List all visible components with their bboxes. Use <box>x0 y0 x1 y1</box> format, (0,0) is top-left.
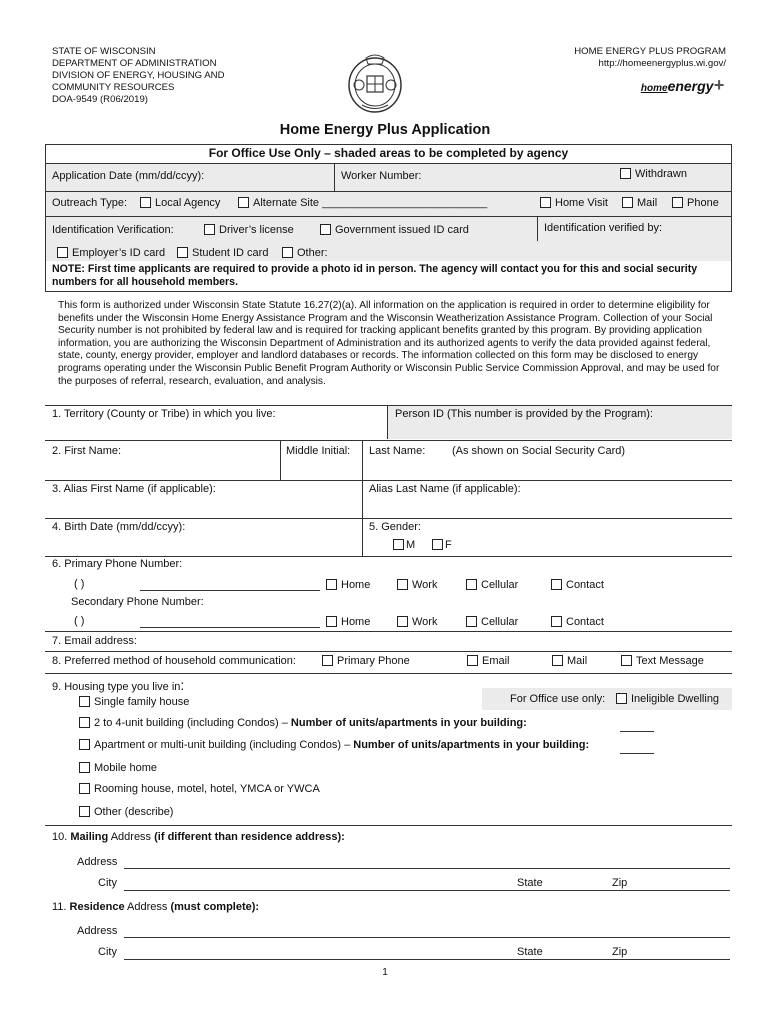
residence-address-label: Address <box>77 925 118 937</box>
rooming-house-checkbox[interactable] <box>79 783 320 795</box>
primary-contact-label: Contact <box>566 579 604 591</box>
gender-female-checkbox[interactable] <box>432 539 452 551</box>
mobile-home-box[interactable] <box>79 762 90 773</box>
single-family-box[interactable] <box>79 696 90 707</box>
housing-type-colon: : <box>180 677 185 693</box>
employer-id-checkbox[interactable] <box>57 247 165 259</box>
government-id-box[interactable] <box>320 224 331 235</box>
mobile-home-checkbox[interactable] <box>79 762 157 774</box>
primary-cellular-box[interactable] <box>466 579 477 590</box>
header-line: DOA-9549 (R06/2019) <box>52 94 148 105</box>
home-energy-logo <box>641 75 724 96</box>
comm-text-box[interactable] <box>621 655 632 666</box>
mail-box[interactable] <box>622 197 633 208</box>
secondary-home-checkbox[interactable] <box>326 616 370 628</box>
secondary-work-checkbox[interactable] <box>397 616 437 628</box>
primary-contact-box[interactable] <box>551 579 562 590</box>
other-housing-label: Other (describe) <box>94 806 174 818</box>
phone-box[interactable] <box>672 197 683 208</box>
rooming-house-label: Rooming house, motel, hotel, YMCA or YWCA <box>94 783 320 795</box>
secondary-work-label: Work <box>412 616 438 628</box>
ineligible-dwelling-box[interactable] <box>616 693 627 704</box>
primary-cellular-checkbox[interactable] <box>466 579 518 591</box>
authorization-paragraph: This form is authorized under Wisconsin State Statute 16.27(2)(a). All information on the application is required in order to determine eligibility for benefits under the Wisconsin Home Energy Assistance Program and the Wisconsin Weatherization Assistance Program. Collection of your Social Security number is not prohibited by federal law and is required for tracking applicant benefits granted by this program. By providing application information, you are authorizing the Wisconsin Department of Administration and its authorized agents to verify the data provided against federal, state, county, energy provider, employer and landlord databases or records. The information collected on this form may be disclosed to energy programs operating under the Wisconsin Public Benefit Program Authority or Wisconsin Public Service Commission Approval, and may be used for the purposes of referral, research, evaluation, and analysis. <box>58 300 720 387</box>
gender-female-label: F <box>445 539 452 551</box>
primary-work-label: Work <box>412 579 438 591</box>
home-visit-checkbox[interactable] <box>540 197 608 209</box>
secondary-contact-label: Contact <box>566 616 604 628</box>
mailing-address-word: Address <box>110 831 152 843</box>
alias-last-name-label: Alias Last Name (if applicable): <box>369 483 521 495</box>
comm-mail-label: Mail <box>567 655 588 667</box>
office-use-only-label: For Office use only: <box>510 693 606 705</box>
mobile-home-label: Mobile home <box>94 762 157 774</box>
logo-energy-text: energy <box>667 78 714 94</box>
gender-male-box[interactable] <box>393 539 404 550</box>
apartment-units-question: Number of units/apartments in your building: <box>353 739 590 751</box>
wisconsin-seal-icon <box>344 50 406 116</box>
first-name-label: 2. First Name: <box>52 445 122 457</box>
other-housing-checkbox[interactable] <box>79 806 173 818</box>
mailing-condition: (if different than residence address): <box>154 831 345 843</box>
mailing-address-heading <box>52 831 345 843</box>
id-verification-label: Identification Verification: <box>52 224 174 236</box>
employer-id-label: Employer’s ID card <box>72 247 166 259</box>
residence-city-label: City <box>98 946 117 958</box>
other-id-checkbox[interactable] <box>282 247 328 259</box>
housing-type-text: 9. Housing type you live in <box>52 681 181 693</box>
email-address-label: 7. Email address: <box>52 635 137 647</box>
agency-header <box>52 46 225 106</box>
student-id-checkbox[interactable] <box>177 247 268 259</box>
primary-contact-checkbox[interactable] <box>551 579 604 591</box>
phone-checkbox[interactable] <box>672 197 719 209</box>
comm-mail-checkbox[interactable] <box>552 655 587 667</box>
alternate-site-blank[interactable]: ___________________________ <box>322 197 488 209</box>
outreach-type-label: Outreach Type: <box>52 197 128 209</box>
apartment-checkbox[interactable] <box>79 739 589 751</box>
gender-male-label: M <box>406 539 416 551</box>
photo-id-note: NOTE: First time applicants are required to provide a photo id in person. The agency will contact you for this and social security numbers for all household members. <box>52 263 698 288</box>
logo-home-text: home <box>640 83 668 94</box>
drivers-license-box[interactable] <box>204 224 215 235</box>
withdrawn-box[interactable] <box>620 168 631 179</box>
secondary-contact-checkbox[interactable] <box>551 616 604 628</box>
residence-state-label: State <box>517 946 543 958</box>
residence-city-field[interactable] <box>124 959 730 960</box>
mailing-state-label: State <box>517 877 543 889</box>
student-id-box[interactable] <box>177 247 188 258</box>
comm-text-label: Text Message <box>636 655 704 667</box>
comm-email-box[interactable] <box>467 655 478 666</box>
other-id-box[interactable] <box>282 247 293 258</box>
apartment-label: Apartment or multi-unit building (including Condos) – <box>94 739 351 751</box>
birth-date-label: 4. Birth Date (mm/dd/ccyy): <box>52 521 186 533</box>
last-name-label: Last Name: <box>369 445 426 457</box>
alternate-site-box[interactable] <box>238 197 249 208</box>
local-agency-checkbox[interactable] <box>140 197 220 209</box>
secondary-phone-label: Secondary Phone Number: <box>71 596 204 608</box>
apartment-units-blank[interactable] <box>620 753 654 754</box>
government-id-label: Government issued ID card <box>335 224 469 236</box>
mailing-city-field[interactable] <box>124 890 730 891</box>
primary-home-label: Home <box>341 579 371 591</box>
comm-primary-phone-checkbox[interactable] <box>322 655 410 667</box>
secondary-cellular-checkbox[interactable] <box>466 616 518 628</box>
application-date-label: Application Date (mm/dd/ccyy): <box>52 170 205 182</box>
office-use-heading: For Office Use Only – shaded areas to be completed by agency <box>208 146 569 160</box>
home-visit-box[interactable] <box>540 197 551 208</box>
communication-method-label: 8. Preferred method of household communication: <box>52 655 296 667</box>
program-url[interactable]: http://homeenergyplus.wi.gov/ <box>598 58 726 69</box>
primary-home-checkbox[interactable] <box>326 579 370 591</box>
primary-home-box[interactable] <box>326 579 337 590</box>
two-to-four-units-question: Number of units/apartments in your building: <box>290 717 527 729</box>
residence-word: Residence <box>69 901 125 913</box>
residence-address-heading <box>52 901 259 913</box>
comm-email-label: Email <box>482 655 510 667</box>
secondary-phone-area-code[interactable]: ( ) <box>74 615 85 627</box>
mail-label: Mail <box>637 197 658 209</box>
ineligible-dwelling-label: Ineligible Dwelling <box>631 693 720 705</box>
ineligible-dwelling-checkbox[interactable] <box>616 693 719 705</box>
mailing-zip-label: Zip <box>612 877 628 889</box>
mailing-address-field[interactable] <box>124 868 730 869</box>
housing-type-label <box>52 677 184 693</box>
other-housing-box[interactable] <box>79 806 90 817</box>
single-family-label: Single family house <box>94 696 190 708</box>
residence-address-field[interactable] <box>124 937 730 938</box>
primary-work-checkbox[interactable] <box>397 579 437 591</box>
id-verified-by-label: Identification verified by: <box>544 222 663 234</box>
residence-address-word: Address <box>127 901 168 913</box>
residence-condition: (must complete): <box>170 901 260 913</box>
home-visit-label: Home Visit <box>555 197 608 209</box>
q11-number: 11. <box>52 901 67 913</box>
header-line: COMMUNITY RESOURCES <box>52 82 175 93</box>
program-title: HOME ENERGY PLUS PROGRAM <box>574 46 726 57</box>
program-header <box>574 46 726 70</box>
mail-checkbox[interactable] <box>622 197 657 209</box>
withdrawn-checkbox[interactable] <box>620 168 687 180</box>
secondary-cellular-box[interactable] <box>466 616 477 627</box>
person-id-label: Person ID (This number is provided by the Program): <box>395 408 653 420</box>
secondary-home-box[interactable] <box>326 616 337 627</box>
two-to-four-unit-box[interactable] <box>79 717 90 728</box>
employer-id-box[interactable] <box>57 247 68 258</box>
two-to-four-unit-checkbox[interactable] <box>79 717 527 729</box>
apartment-box[interactable] <box>79 739 90 750</box>
single-family-checkbox[interactable] <box>79 696 189 708</box>
secondary-home-label: Home <box>341 616 371 628</box>
mailing-address-label: Address <box>77 856 118 868</box>
residence-zip-label: Zip <box>612 946 628 958</box>
primary-cellular-label: Cellular <box>481 579 519 591</box>
comm-mail-box[interactable] <box>552 655 563 666</box>
government-id-checkbox[interactable] <box>320 224 469 236</box>
drivers-license-checkbox[interactable] <box>204 224 294 236</box>
withdrawn-label: Withdrawn <box>635 168 687 180</box>
student-id-label: Student ID card <box>192 247 269 259</box>
alias-first-name-label: 3. Alias First Name (if applicable): <box>52 483 216 495</box>
other-id-label: Other: <box>297 247 328 259</box>
comm-text-checkbox[interactable] <box>621 655 704 667</box>
page-title: Home Energy Plus Application <box>279 122 491 138</box>
alternate-site-label: Alternate Site <box>253 197 320 209</box>
middle-initial-label: Middle Initial: <box>286 445 351 457</box>
gender-female-box[interactable] <box>432 539 443 550</box>
primary-phone-area-code[interactable]: ( ) <box>74 578 85 590</box>
mailing-word: Mailing <box>70 831 109 843</box>
page-number: 1 <box>382 967 388 978</box>
secondary-cellular-label: Cellular <box>481 616 519 628</box>
last-name-note: (As shown on Social Security Card) <box>452 445 626 457</box>
logo-plus-icon: + <box>713 75 724 95</box>
header-line: DIVISION OF ENERGY, HOUSING AND <box>52 70 225 81</box>
worker-number-label: Worker Number: <box>341 170 422 182</box>
alternate-site-checkbox[interactable] <box>238 197 487 209</box>
gender-male-checkbox[interactable] <box>393 539 415 551</box>
two-to-four-unit-label: 2 to 4-unit building (including Condos) – <box>94 717 288 729</box>
two-to-four-units-blank[interactable] <box>620 731 654 732</box>
secondary-work-box[interactable] <box>397 616 408 627</box>
drivers-license-label: Driver’s license <box>219 224 294 236</box>
territory-label: 1. Territory (County or Tribe) in which you live: <box>52 408 276 420</box>
comm-primary-phone-box[interactable] <box>322 655 333 666</box>
header-line: DEPARTMENT OF ADMINISTRATION <box>52 58 217 69</box>
local-agency-box[interactable] <box>140 197 151 208</box>
gender-label: 5. Gender: <box>369 521 421 533</box>
mailing-city-label: City <box>98 877 117 889</box>
phone-label: Phone <box>687 197 719 209</box>
comm-email-checkbox[interactable] <box>467 655 510 667</box>
primary-phone-label: 6. Primary Phone Number: <box>52 558 183 570</box>
primary-work-box[interactable] <box>397 579 408 590</box>
rooming-house-box[interactable] <box>79 783 90 794</box>
secondary-contact-box[interactable] <box>551 616 562 627</box>
q10-number: 10. <box>52 831 68 843</box>
comm-primary-phone-label: Primary Phone <box>337 655 410 667</box>
header-line: STATE OF WISCONSIN <box>52 46 156 57</box>
local-agency-label: Local Agency <box>155 197 221 209</box>
